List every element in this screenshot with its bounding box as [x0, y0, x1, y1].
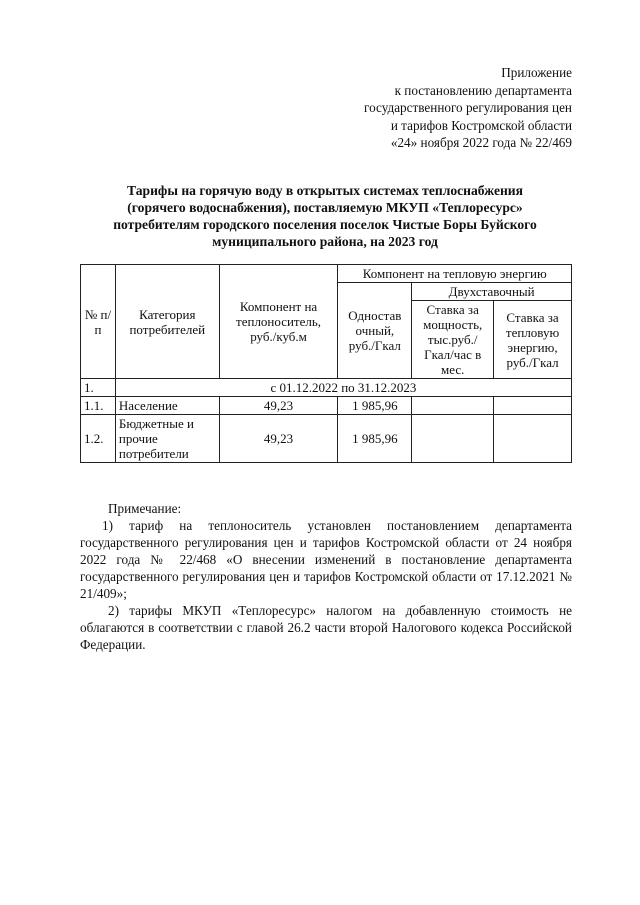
- row-energy-rate-value: [494, 397, 572, 415]
- document-title: [80, 182, 570, 250]
- period-number: 1.: [81, 379, 116, 397]
- header-carrier-component: Компонент на теплоноситель, руб./куб.м: [219, 265, 338, 379]
- appendix-date: «24» ноября 2022 года № 22/469: [390, 135, 572, 150]
- appendix-line: к постановлению департамента: [394, 82, 572, 98]
- header-energy-component: Компонент на тепловую энергию: [338, 265, 572, 283]
- note-item: 1) тариф на теплоноситель установлен постановлением департамента государственного регулирования цен и тарифов Костромской области от 24 ноября 2022 года № 22/468 «О внесении изменений в постановление департамента государственного регулирования цен и тарифов Костромской области от 17.12.2021 № 21/409»;: [80, 518, 572, 601]
- header-category: Категория потребителей: [115, 265, 219, 379]
- header-energy-rate: Ставка за тепловую энергию, руб./Гкал: [494, 301, 572, 379]
- row-number: 1.1.: [81, 397, 116, 415]
- row-capacity-rate-value: [412, 415, 494, 463]
- appendix-header: [364, 64, 572, 152]
- title-line: Тарифы на горячую воду в открытых системах теплоснабжения: [127, 183, 523, 198]
- row-category: Бюджетные и прочие потребители: [115, 415, 219, 463]
- table-row-period: [81, 379, 572, 397]
- row-category: Население: [115, 397, 219, 415]
- header-single-rate: Одностав очный, руб./Гкал: [338, 283, 412, 379]
- period-range: с 01.12.2022 по 31.12.2023: [115, 379, 571, 397]
- table-row: [81, 397, 572, 415]
- title-line: потребителям городского поселения поселок Чистые Боры Буйского: [113, 217, 537, 232]
- header-number: № п/п: [81, 265, 116, 379]
- tariff-table: [80, 264, 572, 463]
- row-single-rate-value: 1 985,96: [338, 397, 412, 415]
- appendix-title: Приложение: [501, 65, 572, 80]
- title-line: (горячего водоснабжения), поставляемую МКУП «Теплоресурс»: [127, 200, 523, 215]
- header-two-rate: Двухставочный: [412, 283, 572, 301]
- row-carrier-value: 49,23: [219, 415, 338, 463]
- row-energy-rate-value: [494, 415, 572, 463]
- note-item: 2) тарифы МКУП «Теплоресурс» налогом на добавленную стоимость не облагаются в соответствии с главой 26.2 части второй Налогового кодекса Российской Федерации.: [80, 603, 572, 652]
- title-line: муниципального района, на 2023 год: [212, 234, 438, 249]
- table-row: [81, 415, 572, 463]
- row-capacity-rate-value: [412, 397, 494, 415]
- row-carrier-value: 49,23: [219, 397, 338, 415]
- appendix-line: и тарифов Костромской области: [390, 117, 572, 133]
- row-number: 1.2.: [81, 415, 116, 463]
- header-capacity-rate: Ставка за мощность, тыс.руб./ Гкал/час в мес.: [412, 301, 494, 379]
- row-single-rate-value: 1 985,96: [338, 415, 412, 463]
- notes-section: [80, 500, 572, 653]
- appendix-line: государственного регулирования цен: [364, 100, 572, 115]
- notes-heading: Примечание:: [108, 501, 182, 516]
